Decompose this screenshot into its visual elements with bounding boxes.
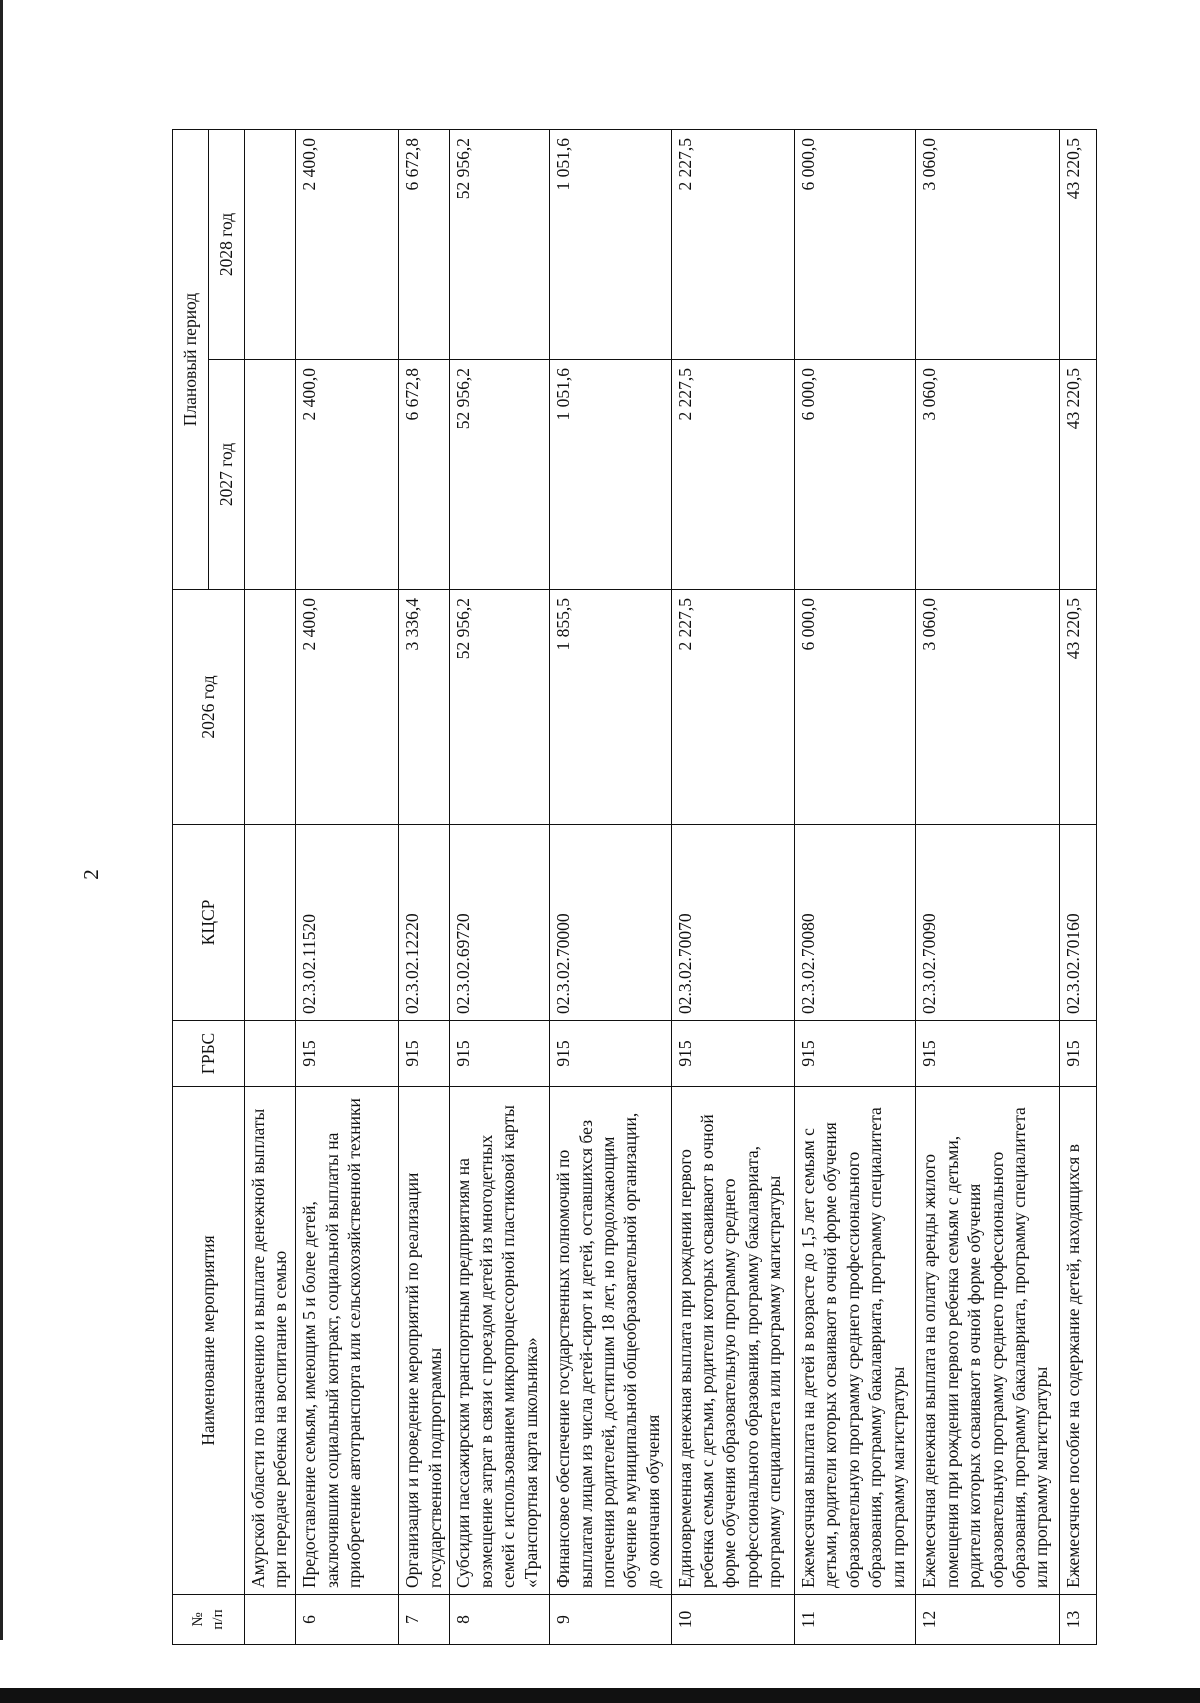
cell-2026: 3 336,4: [399, 590, 450, 825]
cell-name: Субсидии пассажирским транспортным предприятиям на возмещение затрат в связи с проездом детей из многодетных семей с использованием микропроцессорной пластиковой карты «Транспортная карта школьника»: [450, 1087, 550, 1595]
cell-name: Ежемесячное пособие на содержание детей, находящихся в: [1059, 1087, 1096, 1595]
cell-num: 13: [1059, 1595, 1096, 1645]
cell-2027: 52 956,2: [450, 360, 550, 590]
cell-2027: 6 672,8: [399, 360, 450, 590]
cell-name: Организация и проведение мероприятий по реализации государственной подпрограммы: [399, 1087, 450, 1595]
table-row: [795, 129, 916, 1644]
header-kcsr: КЦСР: [173, 825, 245, 1021]
table-row: [916, 129, 1059, 1644]
table-row: [550, 129, 671, 1644]
cell-grbs: 915: [671, 1021, 794, 1087]
cell-2028: [245, 129, 296, 359]
table-row: [245, 129, 296, 1644]
cell-2027: 6 000,0: [795, 360, 916, 590]
rotated-table-container: [172, 130, 1097, 1645]
cell-2028: 1 051,6: [550, 129, 671, 359]
cell-2026: 2 227,5: [671, 590, 794, 825]
cell-kcsr: 02.3.02.70090: [916, 825, 1059, 1021]
cell-grbs: 915: [296, 1021, 399, 1087]
cell-name: Финансовое обеспечение государственных полномочий по выплатам лицам из числа детей-сирот и детей, оставшихся без попечения родителей, достигшим 18 лет, но продолжающим обучение в муниципальной общеобразовательной организации, до окончания обучения: [550, 1087, 671, 1595]
cell-num: 10: [671, 1595, 794, 1645]
cell-2027: [245, 360, 296, 590]
cell-num: 6: [296, 1595, 399, 1645]
cell-2027: 2 227,5: [671, 360, 794, 590]
cell-name: Предоставление семьям, имеющим 5 и более детей, заключившим социальный контракт, социальной выплаты на приобретение автотранспорта или сельскохозяйственной техники: [296, 1087, 399, 1595]
cell-kcsr: 02.3.02.69720: [450, 825, 550, 1021]
table-row: [1059, 129, 1096, 1644]
cell-kcsr: 02.3.02.70070: [671, 825, 794, 1021]
cell-2028: 52 956,2: [450, 129, 550, 359]
header-num: № п/п: [173, 1595, 245, 1645]
cell-grbs: 915: [550, 1021, 671, 1087]
cell-name: Ежемесячная выплата на детей в возрасте до 1,5 лет семьям с детьми, родители которых осваивают в очной форме обучения образовательную программу среднего профессионального образования, программу бакалавриата, программу специалитета или программу магистратуры: [795, 1087, 916, 1595]
scan-edge-bottom: [0, 1688, 1200, 1703]
budget-table: [172, 129, 1097, 1645]
header-grbs: ГРБС: [173, 1021, 245, 1087]
cell-kcsr: 02.3.02.70000: [550, 825, 671, 1021]
header-name: Наименование мероприятия: [173, 1087, 245, 1595]
cell-2026: 1 855,5: [550, 590, 671, 825]
cell-num: [245, 1595, 296, 1645]
table-row: [671, 129, 794, 1644]
header-year-2028: 2028 год: [209, 129, 245, 359]
cell-2026: 6 000,0: [795, 590, 916, 825]
table-row: [450, 129, 550, 1644]
cell-grbs: 915: [399, 1021, 450, 1087]
cell-2026: 52 956,2: [450, 590, 550, 825]
cell-kcsr: [245, 825, 296, 1021]
cell-grbs: 915: [450, 1021, 550, 1087]
table-row: [296, 129, 399, 1644]
cell-2028: 3 060,0: [916, 129, 1059, 359]
cell-num: 7: [399, 1595, 450, 1645]
table-row: [399, 129, 450, 1644]
cell-kcsr: 02.3.02.70080: [795, 825, 916, 1021]
header-year-2027: 2027 год: [209, 360, 245, 590]
cell-kcsr: 02.3.02.12220: [399, 825, 450, 1021]
cell-grbs: 915: [1059, 1021, 1096, 1087]
cell-2027: 3 060,0: [916, 360, 1059, 590]
cell-2028: 2 400,0: [296, 129, 399, 359]
cell-2026: [245, 590, 296, 825]
cell-name: Единовременная денежная выплата при рождении первого ребенка семьям с детьми, родители которых осваивают в очной форме обучения образовательную программу среднего профессионального образования, программу бакалавриата, программу специалитета или программу магистратуры: [671, 1087, 794, 1595]
cell-name: Ежемесячная денежная выплата на оплату аренды жилого помещения при рождении первого ребенка семьям с детьми, родители которых осваивают в очной форме обучения образовательную программу среднего профессионального образования, программу бакалавриата, программу специалитета или программу магистратуры: [916, 1087, 1059, 1595]
cell-2027: 2 400,0: [296, 360, 399, 590]
cell-num: 12: [916, 1595, 1059, 1645]
scan-edge-left: [0, 0, 3, 1640]
cell-2027: 1 051,6: [550, 360, 671, 590]
cell-num: 11: [795, 1595, 916, 1645]
page-number: 2: [78, 869, 103, 880]
header-year-2026: 2026 год: [173, 590, 245, 825]
cell-kcsr: 02.3.02.70160: [1059, 825, 1096, 1021]
cell-2026: 43 220,5: [1059, 590, 1096, 825]
cell-2027: 43 220,5: [1059, 360, 1096, 590]
cell-kcsr: 02.3.02.11520: [296, 825, 399, 1021]
cell-2028: 43 220,5: [1059, 129, 1096, 359]
cell-grbs: [245, 1021, 296, 1087]
cell-2028: 2 227,5: [671, 129, 794, 359]
cell-2028: 6 000,0: [795, 129, 916, 359]
cell-name: Амурской области по назначению и выплате денежной выплаты при передаче ребенка на воспитание в семью: [245, 1087, 296, 1595]
cell-2026: 2 400,0: [296, 590, 399, 825]
cell-num: 8: [450, 1595, 550, 1645]
cell-grbs: 915: [916, 1021, 1059, 1087]
header-planned-period: Плановый период: [173, 129, 209, 589]
cell-2026: 3 060,0: [916, 590, 1059, 825]
cell-2028: 6 672,8: [399, 129, 450, 359]
cell-grbs: 915: [795, 1021, 916, 1087]
cell-num: 9: [550, 1595, 671, 1645]
